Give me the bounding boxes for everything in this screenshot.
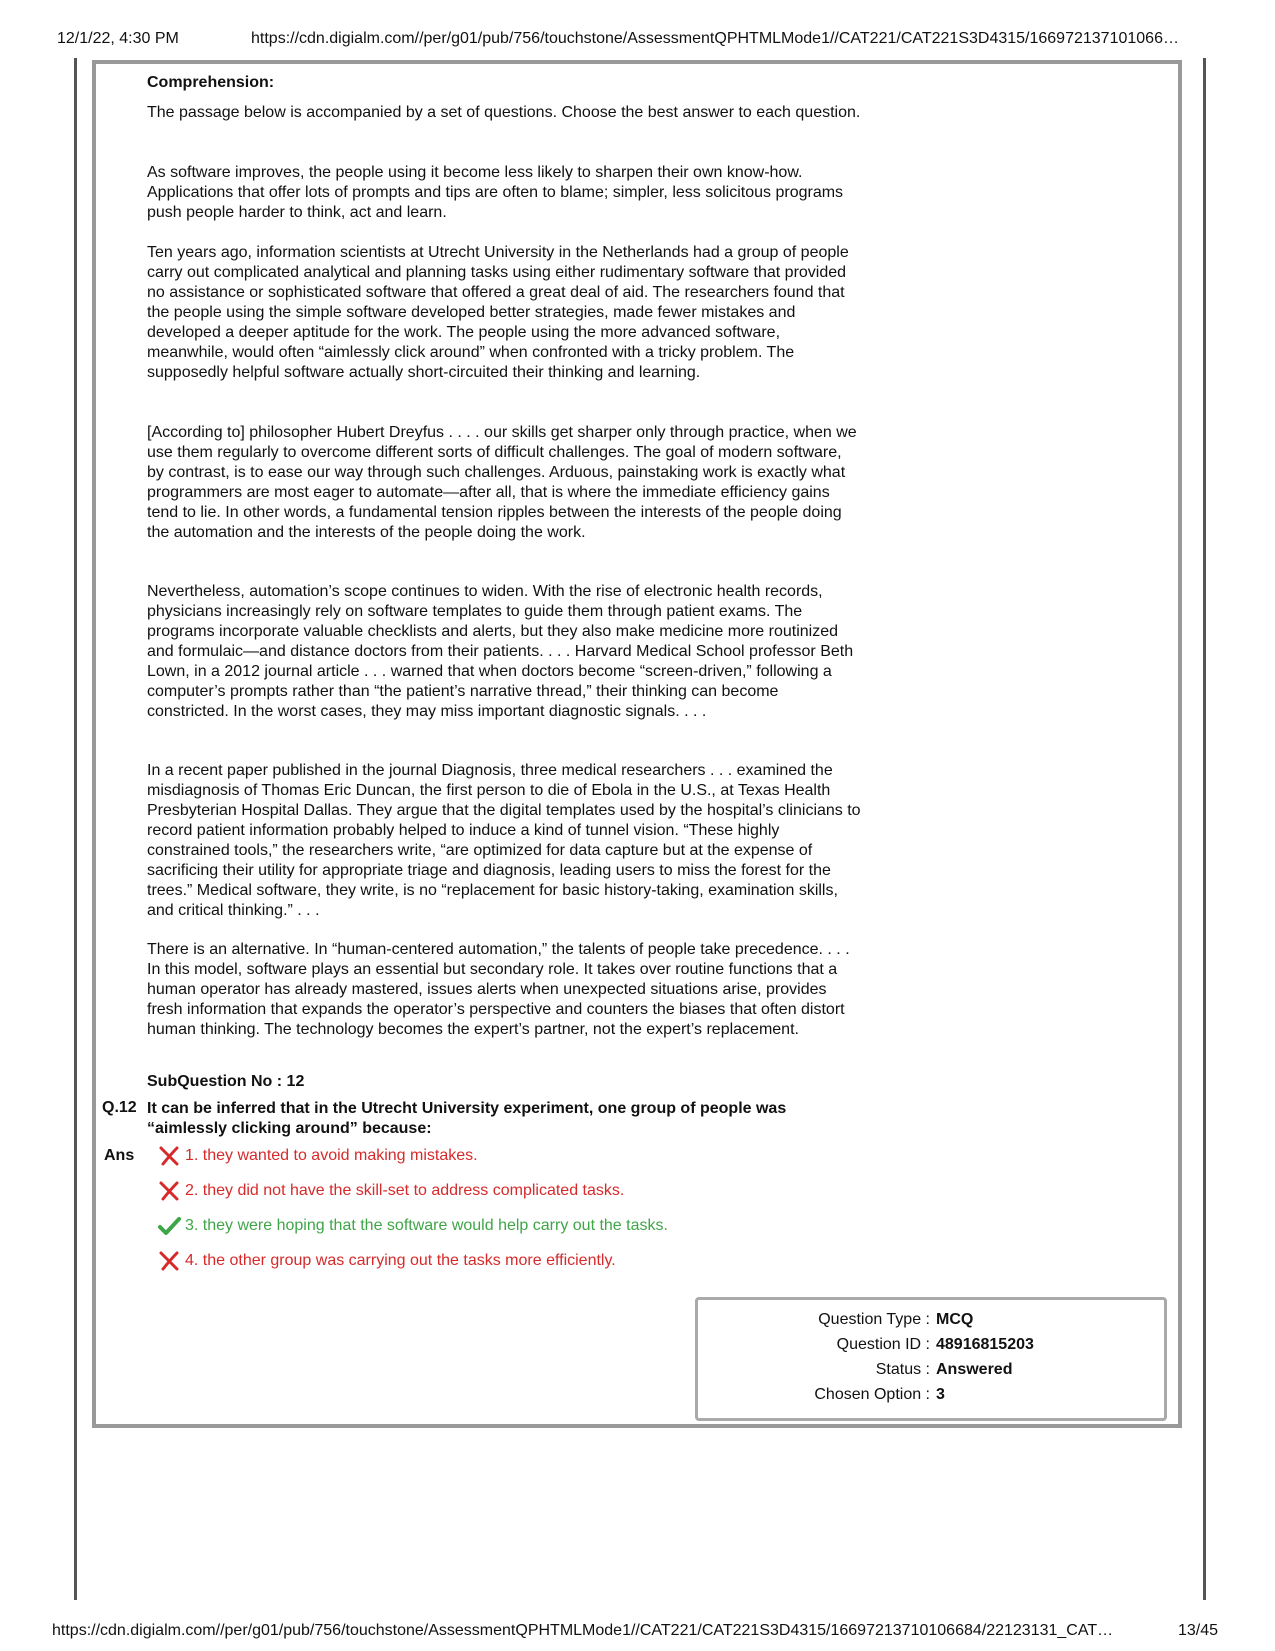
option-text: 2. they did not have the skill-set to address complicated tasks. [185, 1182, 625, 1199]
option-text: 4. the other group was carrying out the tasks more efficiently. [185, 1252, 616, 1269]
passage-paragraph: In a recent paper published in the journal Diagnosis, three medical researchers . . . examined the misdiagnosis of Thomas Eric Duncan, the first person to die of Ebola in the U.S., at Texas Health Presbyterian Hospital Dallas. They argue that the digital templates used by the hospital’s clinicians to record patient information probably helped to induce a kind of tunnel vision. “These highly constrained tools,” the researchers write, “are optimized for data capture but at the expense of sacrificing their utility for appropriate triage and diagnosis, leading users to miss the forest for the trees.” Medical software, they write, is no “replacement for basic history-taking, examination skills, and critical thinking.” . . . [147, 762, 861, 919]
question-text: It can be inferred that in the Utrecht University experiment, one group of people was “aimlessly clicking around” because: [147, 1100, 787, 1137]
info-label: Question ID : [836, 1336, 930, 1353]
info-label: Chosen Option : [814, 1386, 930, 1403]
cross-icon [157, 1180, 181, 1202]
cross-icon [157, 1145, 181, 1167]
info-value: 48916815203 [936, 1336, 1034, 1353]
subquestion-label: SubQuestion No : 12 [147, 1073, 305, 1090]
info-value: Answered [936, 1361, 1013, 1378]
answer-option [157, 1250, 616, 1272]
passage-paragraph: There is an alternative. In “human-centered automation,” the talents of people take precedence. . . . In this model, software plays an essential but secondary role. It takes over routine functions that a human operator has already mastered, issues alerts when unexpected situations arise, provides fresh information that expands the operator’s perspective and counters the biases that often distort human thinking. The technology becomes the expert’s partner, not the expert’s replacement. [147, 941, 850, 1038]
check-icon [157, 1215, 181, 1237]
passage-paragraph: As software improves, the people using it become less likely to sharpen their own know-how. Applications that offer lots of prompts and tips are often to blame; simpler, less solicitous programs push people harder to think, act and learn. [147, 164, 844, 221]
answer-label: Ans [104, 1147, 135, 1164]
print-datetime: 12/1/22, 4:30 PM [57, 30, 179, 47]
info-label: Status : [875, 1361, 930, 1378]
print-header-url: https://cdn.digialm.com//per/g01/pub/756/touchstone/AssessmentQPHTMLMode1//CAT221/CAT221S3D4315/166972137101066… [251, 30, 1179, 47]
info-value: 3 [936, 1386, 945, 1403]
frame-right-border [1203, 58, 1206, 1600]
info-label: Question Type : [818, 1311, 930, 1328]
passage-paragraph: Ten years ago, information scientists at Utrecht University in the Netherlands had a group of people carry out complicated analytical and planning tasks using either rudimentary software that provided no assistance or sophisticated software that offered a great deal of aid. The researchers found that the people using the simple software developed better strategies, made fewer mistakes and developed a deeper aptitude for the work. The people using the more advanced software, meanwhile, would often “aimlessly click around” when confronted with a tricky problem. The supposedly helpful software actually short-circuited their thinking and learning. [147, 244, 849, 381]
option-text: 1. they wanted to avoid making mistakes. [185, 1147, 478, 1164]
passage-paragraph: [According to] philosopher Hubert Dreyfus . . . . our skills get sharper only through practice, when we use them regularly to overcome different sorts of difficult challenges. The goal of modern software, by contrast, is to ease our way through such challenges. Arduous, painstaking work is exactly what programmers are most eager to automate—after all, that is where the immediate efficiency gains tend to lie. In other words, a fundamental tension ripples between the interests of the people doing the automation and the interests of the people doing the work. [147, 424, 857, 541]
question-info-box [695, 1297, 1167, 1421]
passage-paragraph: Nevertheless, automation’s scope continues to widen. With the rise of electronic health records, physicians increasingly rely on software templates to guide them through patient exams. The programs incorporate valuable checklists and alerts, but they also make medicine more routinized and formulaic—and distance doctors from their patients. . . . Harvard Medical School professor Beth Lown, in a 2012 journal article . . . warned that when doctors become “screen-driven,” following a computer’s prompts rather than “the patient’s narrative thread,” their thinking can become constricted. In the worst cases, they may miss important diagnostic signals. . . . [147, 583, 854, 720]
print-footer-url: https://cdn.digialm.com//per/g01/pub/756/touchstone/AssessmentQPHTMLMode1//CAT221/CAT221S3D4315/16697213710106684/22123131_CAT… [52, 1622, 1114, 1639]
answer-option [157, 1215, 668, 1237]
frame-left-border [74, 58, 77, 1600]
answer-option [157, 1145, 478, 1167]
answer-option [157, 1180, 624, 1202]
comprehension-heading: Comprehension: [147, 74, 275, 91]
question-number: Q.12 [102, 1099, 137, 1116]
option-text: 3. they were hoping that the software would help carry out the tasks. [185, 1217, 668, 1234]
passage-paragraph: The passage below is accompanied by a set of questions. Choose the best answer to each question. [147, 104, 861, 121]
cross-icon [157, 1250, 181, 1272]
info-value: MCQ [936, 1311, 974, 1328]
page-number: 13/45 [1178, 1622, 1219, 1639]
